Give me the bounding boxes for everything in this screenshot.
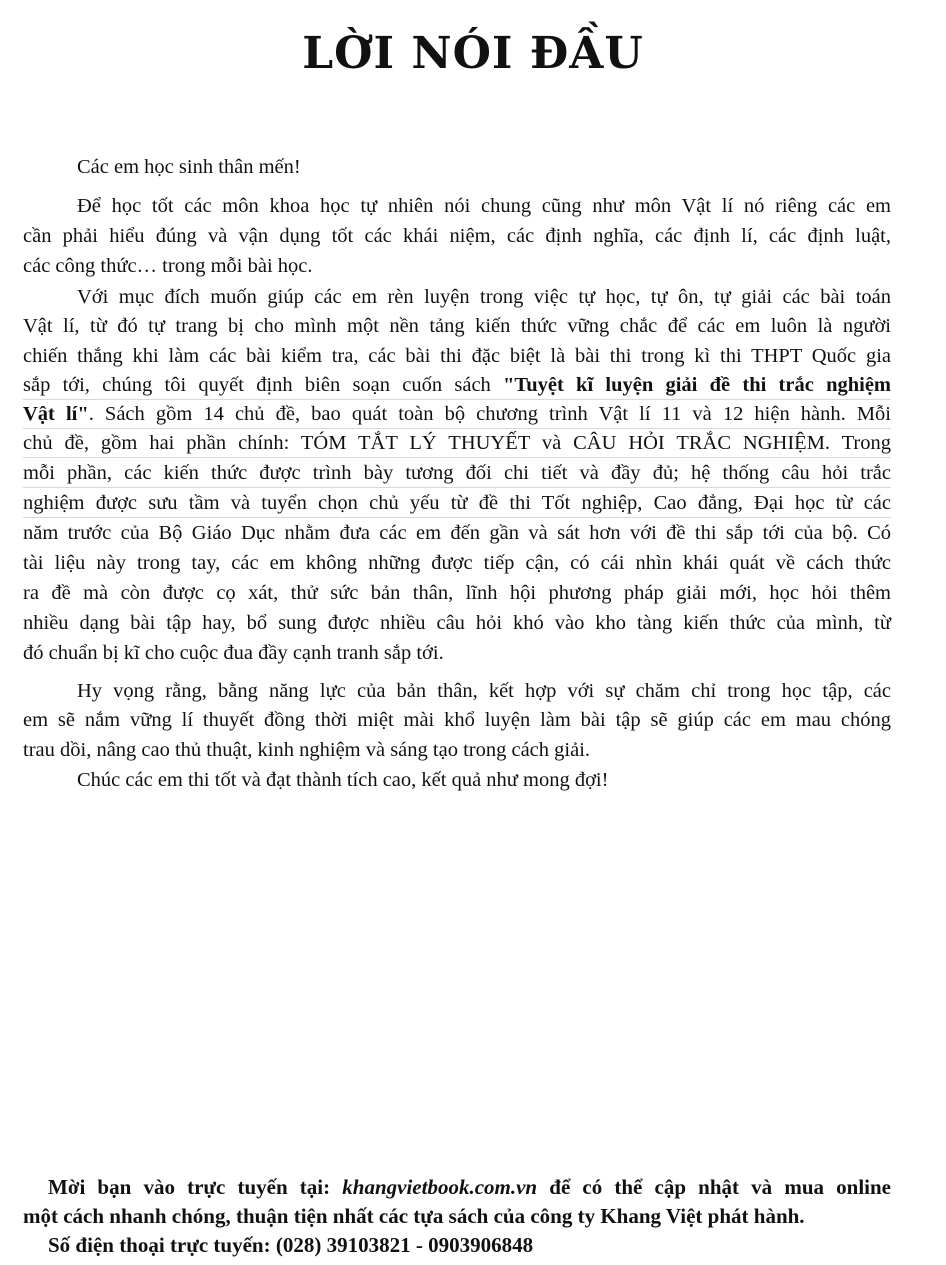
page-title: LỜI NÓI ĐẦU bbox=[302, 28, 644, 79]
paragraph-2-line: năm trước của Bộ Giáo Dục nhằm đưa các em đến gần và sát hơn với đề thi sắp tới của bộ. Có bbox=[23, 522, 891, 544]
paragraph-2-line bbox=[23, 371, 891, 400]
paragraph-2-line: nhiều dạng bài tập hay, bổ sung được nhiều câu hỏi khó vào kho tàng kiến thức của mình, từ bbox=[23, 612, 891, 634]
footer-line-1 bbox=[48, 1173, 891, 1201]
paragraph-2-line: đó chuẩn bị kĩ cho cuộc đua đầy cạnh tranh sắp tới. bbox=[23, 642, 444, 664]
text: . Sách gồm 14 chủ đề, bao quát toàn bộ chương trình Vật lí 11 và 12 hiện hành. Mỗi bbox=[88, 403, 891, 425]
paragraph-2-line: Vật lí, từ đó tự trang bị cho mình một nền tảng kiến thức vững chắc để các em luôn là người bbox=[23, 315, 891, 337]
paragraph-2-line: ra đề mà còn được cọ xát, thử sức bản thân, lĩnh hội phương pháp giải mới, học hỏi thêm bbox=[23, 582, 891, 604]
paragraph-3-line: trau dồi, nâng cao thủ thuật, kinh nghiệm và sáng tạo trong cách giải. bbox=[23, 739, 591, 761]
text: để có thể cập nhật và mua online bbox=[537, 1175, 892, 1199]
paragraph-2-line: Với mục đích muốn giúp các em rèn luyện trong việc tự học, tự ôn, tự giải các bài toán bbox=[77, 286, 891, 308]
paragraph-2-line: chiến thắng khi làm các bài kiểm tra, các bài thi đặc biệt là bài thi trong kì thi THPT Quốc gia bbox=[23, 345, 891, 367]
paragraph-1-line: cần phải hiểu đúng và vận dụng tốt các khái niệm, các định nghĩa, các định lí, các định luật, bbox=[23, 225, 891, 247]
greeting: Các em học sinh thân mến! bbox=[77, 156, 301, 178]
book-title: "Tuyệt kĩ luyện giải đề thi trắc nghiệm bbox=[503, 374, 891, 396]
paragraph-3-line: em sẽ nắm vững lí thuyết đồng thời miệt mài khổ luyện làm bài tập sẽ giúp các em mau chóng bbox=[23, 709, 891, 731]
paragraph-1-line: các công thức… trong mỗi bài học. bbox=[23, 255, 313, 277]
paragraph-2-line: mỗi phần, các kiến thức được trình bày tương đối chi tiết và đầy đủ; hệ thống câu hỏi trắc bbox=[23, 459, 891, 488]
paragraph-3-line: Hy vọng rằng, bằng năng lực của bản thân, kết hợp với sự chăm chỉ trong học tập, các bbox=[77, 680, 891, 702]
paragraph-2-line: chủ đề, gồm hai phần chính: TÓM TẮT LÝ THUYẾT và CÂU HỎI TRẮC NGHIỆM. Trong bbox=[23, 429, 891, 458]
website-link[interactable]: khangvietbook.com.vn bbox=[342, 1175, 538, 1199]
closing-line: Chúc các em thi tốt và đạt thành tích cao, kết quả như mong đợi! bbox=[77, 769, 609, 791]
paragraph-2-line bbox=[23, 400, 891, 429]
book-title-end: Vật lí" bbox=[23, 403, 89, 425]
footer-line-2: một cách nhanh chóng, thuận tiện nhất các tựa sách của công ty Khang Việt phát hành. bbox=[23, 1204, 805, 1228]
text: sắp tới, chúng tôi quyết định biên soạn cuốn sách bbox=[23, 374, 504, 396]
paragraph-2-line: tài liệu này trong tay, các em không những được tiếp cận, có cái nhìn khái quát về cách thức bbox=[23, 552, 891, 574]
text: Mời bạn vào trực tuyến tại: bbox=[48, 1175, 343, 1199]
paragraph-2-line: nghiệm được sưu tầm và tuyển chọn chủ yếu từ đề thi Tốt nghiệp, Cao đẳng, Đại học từ các bbox=[23, 489, 891, 518]
paragraph-1-line: Để học tốt các môn khoa học tự nhiên nói chung cũng như môn Vật lí nó riêng các em bbox=[77, 195, 891, 217]
footer-phone: Số điện thoại trực tuyến: (028) 39103821 - 0903906848 bbox=[48, 1233, 534, 1257]
